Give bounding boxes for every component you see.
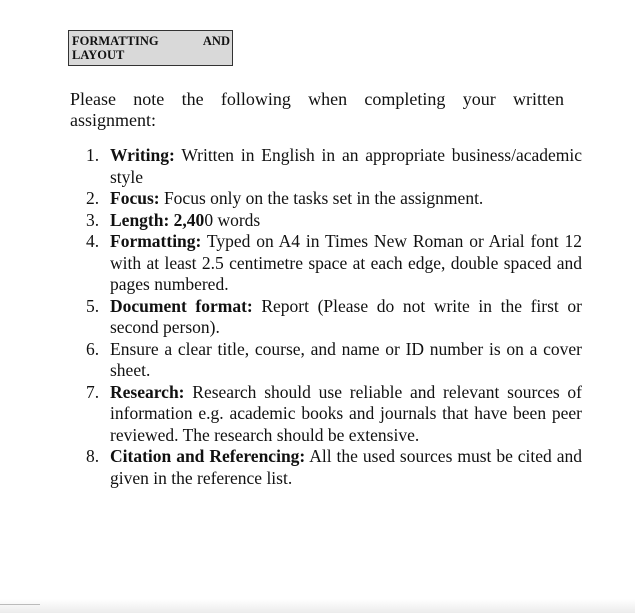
list-item-text: [110, 339, 582, 382]
list-item-body: Ensure a clear title, course, and name or ID number is on a cover sheet.: [110, 338, 582, 380]
section-heading-word-layout: LAYOUT: [72, 48, 125, 62]
list-item-number: 8.: [86, 446, 100, 466]
section-heading-box: [68, 30, 233, 66]
list-item-label: Focus:: [110, 188, 160, 208]
list-item-label: Formatting:: [110, 231, 202, 251]
section-heading-word-formatting: FORMATTING: [72, 34, 159, 48]
list-item-body: Report (Please do not write in the first or second person).: [110, 295, 582, 337]
list-item-text: [110, 145, 582, 188]
list-item-body: Research should use reliable and relevant sources of information e.g. academic books and journals that have been peer reviewed. The research should be extensive.: [110, 381, 582, 445]
list-item-number: 6.: [86, 338, 100, 359]
list-item-body: 0 words: [204, 209, 261, 230]
list-item-label: Length: 2,40: [110, 209, 205, 230]
list-item-text: [110, 382, 582, 447]
list-item: [86, 188, 582, 210]
list-item: [86, 210, 582, 232]
list-item: [86, 296, 582, 339]
list-item-label: Writing:: [110, 145, 175, 165]
list-item-label: Document format:: [110, 295, 253, 316]
list-item-number: 3.: [86, 209, 100, 230]
section-heading-word-and: AND: [202, 34, 230, 48]
list-item-text: [110, 210, 582, 232]
list-item: [86, 382, 582, 447]
list-item-text: [110, 231, 582, 296]
list-item-number: 7.: [86, 381, 100, 402]
list-item-text: [110, 188, 582, 210]
list-item-number: 4.: [86, 231, 100, 251]
requirements-list: [86, 145, 582, 489]
list-item-number: 5.: [86, 295, 100, 316]
list-item-number: 1.: [86, 145, 100, 165]
list-item: [86, 231, 582, 296]
list-item-label: Citation and Referencing:: [110, 446, 306, 466]
list-item-text: [110, 446, 582, 489]
section-heading-line-1: [72, 34, 230, 48]
list-item-body: Typed on A4 in Times New Roman or Arial font 12 with at least 2.5 centimetre space at each edge, double spaced and pages numbered.: [110, 231, 582, 294]
list-item-body: Focus only on the tasks set in the assignment.: [159, 188, 484, 208]
list-item: [86, 145, 582, 188]
list-item-number: 2.: [86, 188, 100, 208]
list-item-body: Written in English in an appropriate business/academic style: [110, 145, 582, 187]
page-bottom-edge-shadow: [0, 599, 635, 613]
intro-paragraph: Please note the following when completing your written assignment:: [70, 89, 564, 130]
list-item: [86, 339, 582, 382]
page-bottom-edge-line: [0, 604, 40, 605]
list-item-label: Research:: [110, 381, 185, 402]
list-item-text: [110, 296, 582, 339]
list-item-body: All the used sources must be cited and given in the reference list.: [110, 446, 583, 488]
list-item: [86, 446, 582, 489]
